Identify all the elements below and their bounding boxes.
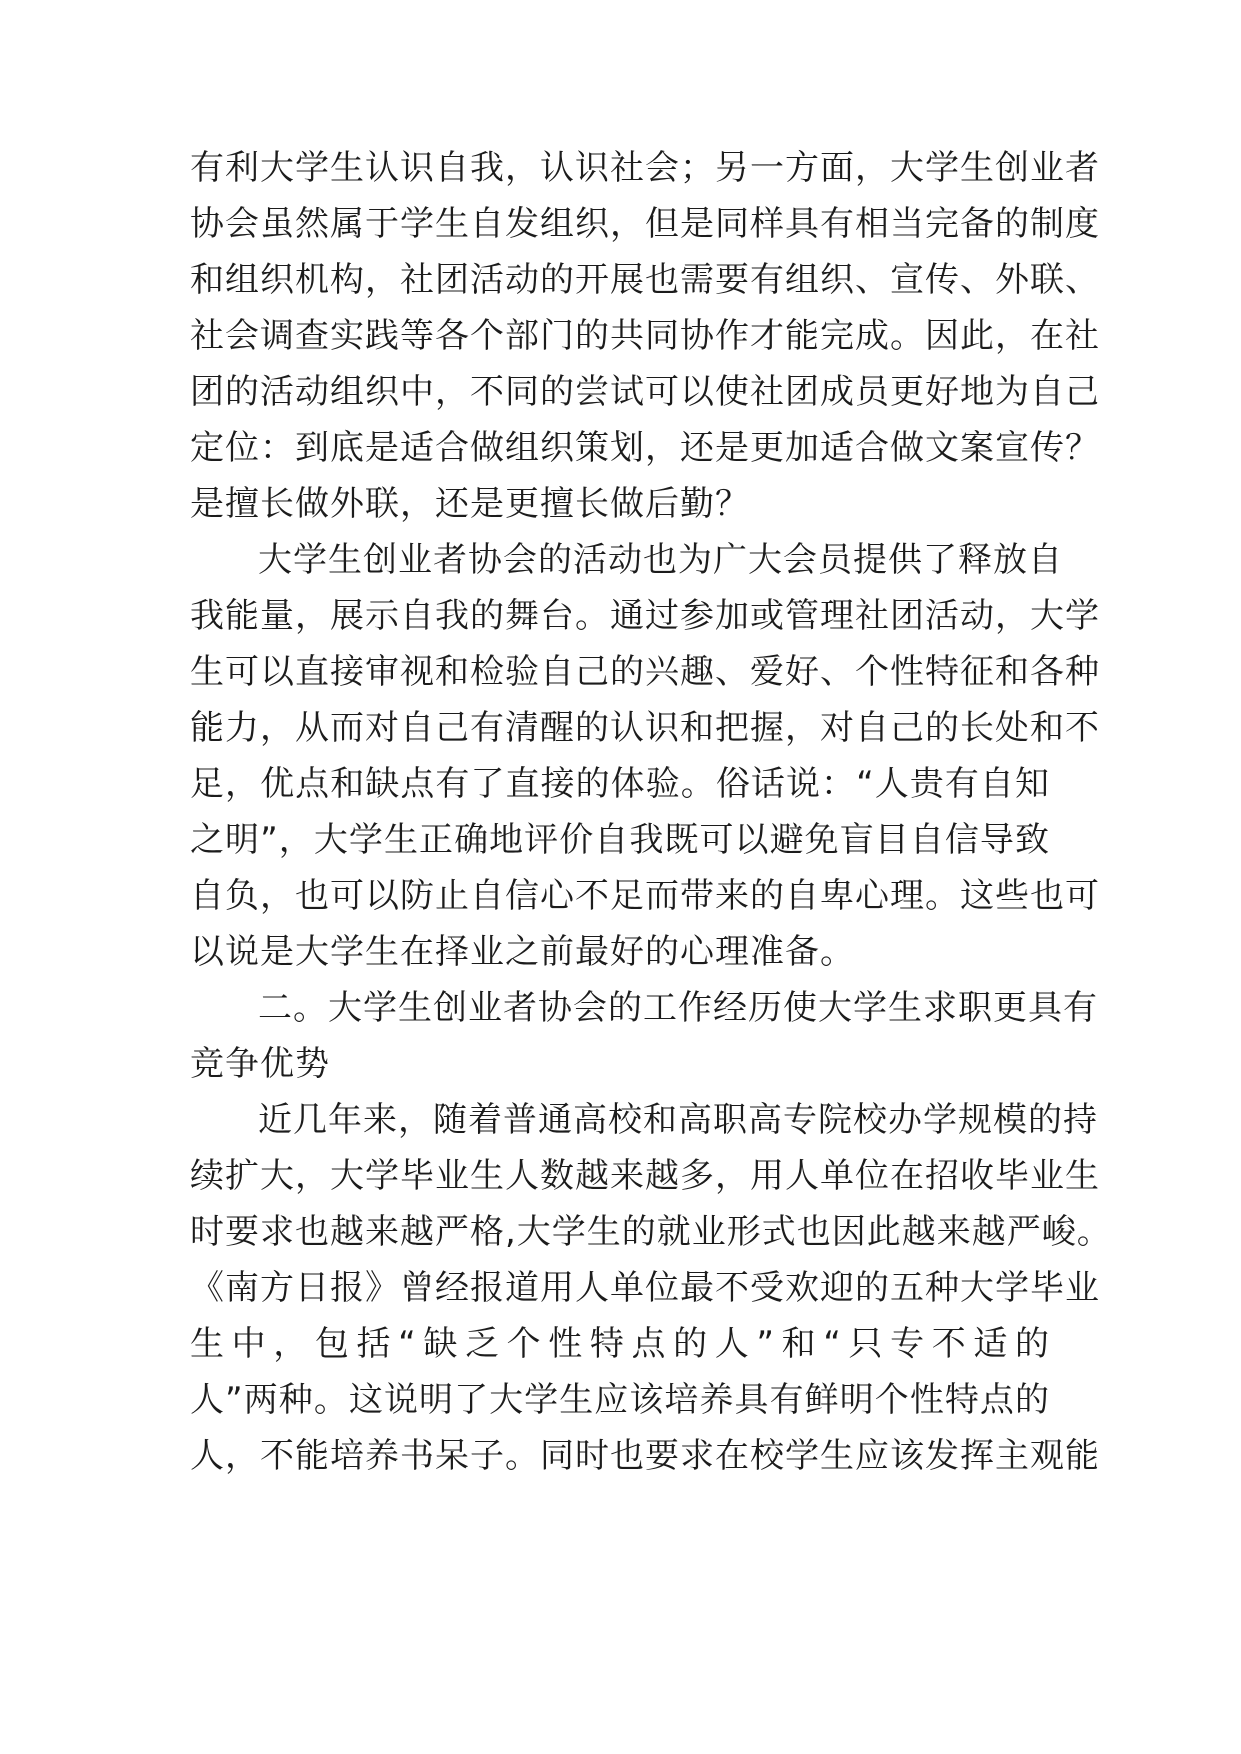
text-line: 近几年来，随着普通高校和高职高专院校办学规模的持 [258, 1100, 1098, 1140]
text-line: 有利大学生认识自我，认识社会；另一方面，大学生创业者 [190, 148, 1100, 188]
text-line: 和组织机构，社团活动的开展也需要有组织、宣传、外联、 [190, 260, 1100, 300]
text-line: 《南方日报》曾经报道用人单位最不受欢迎的五种大学毕业 [190, 1268, 1100, 1308]
text-line: 协会虽然属于学生自发组织，但是同样具有相当完备的制度 [190, 204, 1100, 244]
text-line: 大学生创业者协会的活动也为广大会员提供了释放自 [258, 540, 1063, 580]
text-line: 定位：到底是适合做组织策划，还是更加适合做文案宣传？ [190, 428, 1100, 468]
text-line: 以说是大学生在择业之前最好的心理准备。 [190, 932, 855, 972]
text-line: 社会调查实践等各个部门的共同协作才能完成。因此，在社 [190, 316, 1100, 356]
section-heading-line: 竞争优势 [190, 1044, 330, 1084]
text-line: 自负，也可以防止自信心不足而带来的自卑心理。这些也可 [190, 876, 1100, 916]
text-line: 生中，包括“缺乏个性特点的人”和“只专不适的 [190, 1324, 1050, 1364]
text-line: 时要求也越来越严格,大学生的就业形式也因此越来越严峻。 [190, 1212, 1112, 1252]
text-line: 生可以直接审视和检验自己的兴趣、爱好、个性特征和各种 [190, 652, 1100, 692]
text-line: 人，不能培养书呆子。同时也要求在校学生应该发挥主观能 [190, 1436, 1100, 1476]
text-line: 团的活动组织中，不同的尝试可以使社团成员更好地为自己 [190, 372, 1100, 412]
text-line: 之明”，大学生正确地评价自我既可以避免盲目自信导致 [190, 820, 1050, 860]
text-line: 续扩大，大学毕业生人数越来越多，用人单位在招收毕业生 [190, 1156, 1100, 1196]
text-line: 足，优点和缺点有了直接的体验。俗话说：“人贵有自知 [190, 764, 1050, 804]
text-line: 能力，从而对自己有清醒的认识和把握，对自己的长处和不 [190, 708, 1100, 748]
section-heading-line: 二。大学生创业者协会的工作经历使大学生求职更具有 [258, 988, 1098, 1028]
text-line: 我能量，展示自我的舞台。通过参加或管理社团活动，大学 [190, 596, 1100, 636]
text-line: 是擅长做外联，还是更擅长做后勤？ [190, 484, 750, 524]
text-line: 人”两种。这说明了大学生应该培养具有鲜明个性特点的 [190, 1380, 1050, 1420]
